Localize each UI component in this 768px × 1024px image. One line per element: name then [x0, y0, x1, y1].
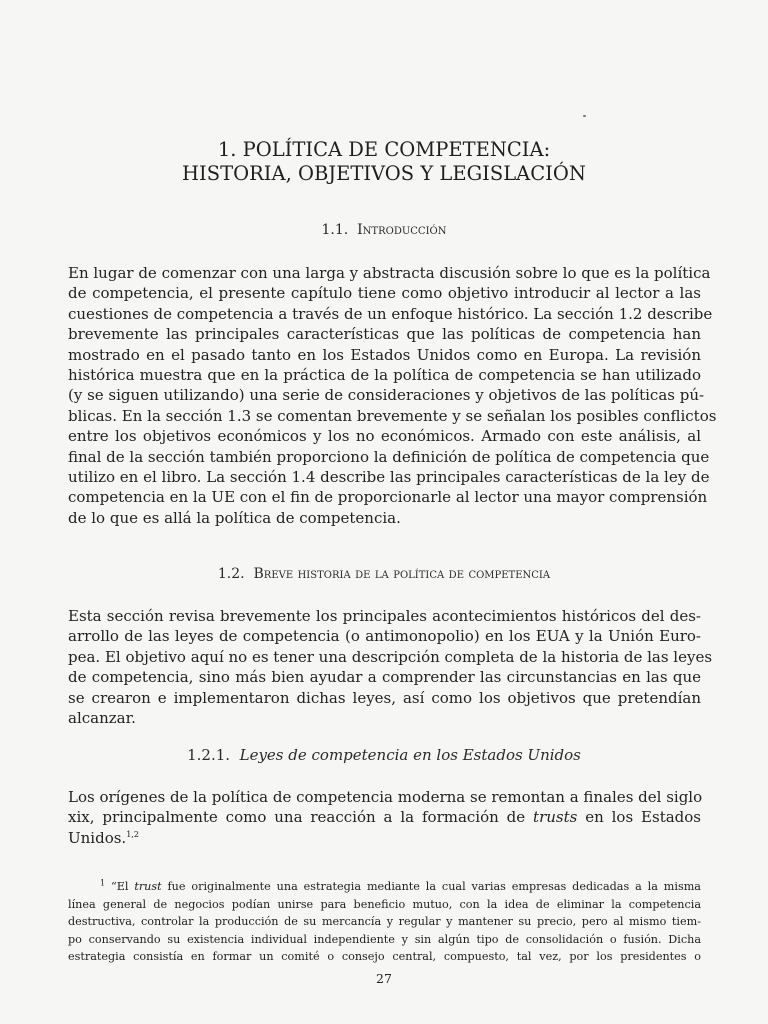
chapter-title-line-2: HISTORIA, OBJETIVOS Y LEGISLACIÓN: [182, 162, 586, 185]
text-fragment: en los Estados: [577, 808, 701, 827]
chapter-title-line-1: 1. POLÍTICA DE COMPETENCIA:: [217, 138, 551, 161]
text-line: histórica muestra que en la práctica de la política de competencia se han utilizado: [68, 366, 701, 385]
chapter-title: [0, 138, 768, 186]
text-line: final de la sección también proporciono la definición de política de competencia que: [68, 447, 710, 466]
text-line: de lo que es allá la política de competencia.: [68, 508, 401, 527]
section-title: Breve historia de la política de competencia: [253, 566, 551, 582]
section-number: 1.1.: [321, 222, 349, 238]
text-fragment: xix, principalmente como una reacción a la formación de: [68, 808, 534, 827]
subsection-title: Leyes de competencia en los Estados Unidos: [239, 746, 581, 764]
section-heading-1-2: [0, 566, 768, 582]
footnote-line: po conservando su existencia individual independiente y sin algún tipo de consolidación o fusión. Dicha: [68, 932, 701, 946]
italic-term: trust: [134, 880, 162, 893]
section-title: Introducción: [357, 222, 447, 238]
subsection-heading-1-2-1: [0, 746, 768, 764]
footnote-marker: 1: [100, 878, 106, 888]
footnote-line: línea general de negocios podían unirse para beneficio mutuo, con la idea de eliminar la competencia: [68, 897, 701, 911]
text-line: arrollo de las leyes de competencia (o antimonopolio) en los EUA y la Unión Euro-: [68, 627, 701, 646]
text-fragment: fue originalmente una estrategia mediante la cual varias empresas dedicadas a la misma: [161, 880, 701, 893]
text-line: se crearon e implementaron dichas leyes, así como los objetivos que pretendían: [68, 688, 701, 707]
text-line: (y se siguen utilizando) una serie de consideraciones y objetivos de las políticas pú-: [68, 386, 705, 405]
text-line: competencia en la UE con el fin de proporcionarle al lector una mayor comprensión: [68, 488, 708, 507]
text-line: blicas. En la sección 1.3 se comentan brevemente y se señalan los posibles conflictos: [68, 406, 717, 425]
italic-term: trusts: [533, 808, 578, 827]
text-line: alcanzar.: [68, 709, 136, 728]
footnote-line: estrategia consistía en formar un comité o consejo central, compuesto, tal vez, por los presidentes o: [68, 950, 701, 963]
text-line: Los orígenes de la política de competencia moderna se remontan a finales del siglo: [68, 788, 703, 806]
scan-speck: [583, 115, 586, 117]
section-heading-1-1: [0, 222, 768, 238]
section-number: 1.2.: [217, 566, 245, 582]
text-line: utilizo en el libro. La sección 1.4 describe las principales características de la ley de: [68, 468, 710, 487]
text-fragment: “El: [110, 880, 135, 893]
text-line: mostrado en el pasado tanto en los Estados Unidos como en Europa. La revisión: [68, 345, 701, 364]
text-line: [68, 807, 701, 827]
paragraph-us-laws: [68, 787, 701, 848]
text-line: En lugar de comenzar con una larga y abstracta discusión sobre lo que es la política: [68, 264, 711, 282]
text-line: [68, 828, 701, 848]
text-line: Esta sección revisa brevemente los principales acontecimientos históricos del des-: [68, 607, 701, 625]
footnote-reference[interactable]: 1,2: [126, 829, 139, 839]
text-line: brevemente las principales características que las políticas de competencia han: [68, 325, 701, 344]
text-line: pea. El objetivo aquí no es tener una descripción completa de la historia de las leyes: [68, 647, 713, 666]
paragraph-introduction: [68, 263, 717, 528]
paragraph-history: [68, 606, 713, 728]
subsection-number: 1.2.1.: [187, 746, 231, 764]
text-line: entre los objetivos económicos y los no económicos. Armado con este análisis, al: [68, 427, 701, 446]
footnote-line: [68, 878, 701, 896]
footnote: [68, 878, 701, 966]
text-line: cuestiones de competencia a través de un enfoque histórico. La sección 1.2 describe: [68, 304, 713, 323]
footnote-line: destructiva, controlar la producción de su mercancía y regular y mantener su precio, pero al mismo tiem-: [68, 915, 701, 928]
text-line: de competencia, sino más bien ayudar a comprender las circunstancias en las que: [68, 668, 701, 687]
page-number: 27: [376, 971, 392, 986]
text-line: de competencia, el presente capítulo tiene como objetivo introducir al lector a las: [68, 284, 701, 303]
text-fragment: Unidos.: [68, 828, 127, 847]
